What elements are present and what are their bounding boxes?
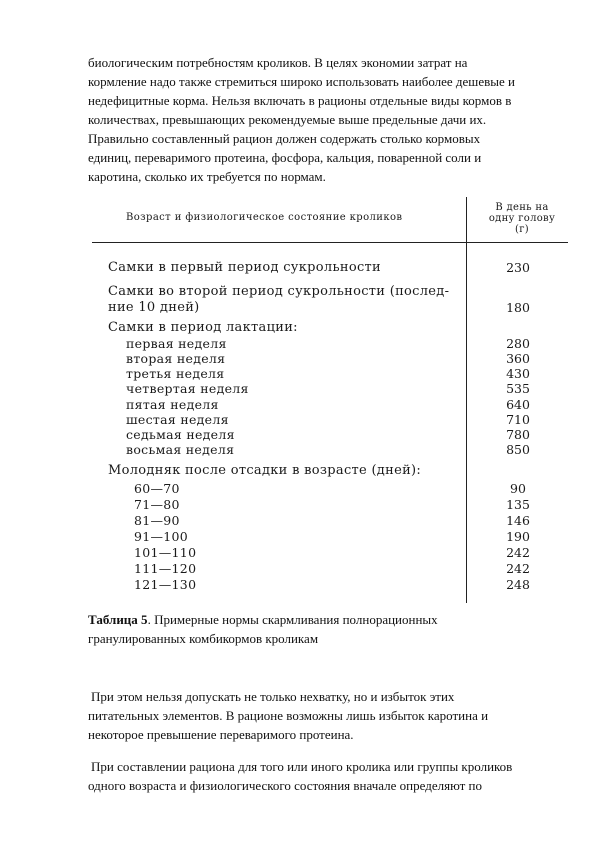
caption-label: Таблица 5: [88, 612, 148, 627]
row-label: 101—110: [134, 545, 197, 560]
row-label: четвертая неделя: [126, 381, 249, 396]
table-row: [88, 412, 568, 428]
row-value: 242: [506, 561, 530, 576]
row-value: 640: [506, 397, 530, 412]
feed-norms-table: [88, 193, 568, 603]
table-row: [88, 442, 568, 458]
row-value: 180: [506, 300, 530, 315]
table-row: [88, 427, 568, 443]
table-row: [88, 513, 568, 529]
row-value: 146: [506, 513, 530, 528]
table-header-line: (г): [515, 224, 529, 235]
row-value: 780: [506, 427, 530, 442]
row-value: 280: [506, 336, 530, 351]
row-value: 90: [510, 481, 526, 496]
table-row: [88, 300, 568, 316]
paragraph-line: некоторое превышение переваримого протеина.: [88, 727, 354, 742]
paragraph-line: При составлении рациона для того или иного кролика или группы кроликов: [91, 759, 513, 774]
row-label: 81—90: [134, 513, 180, 528]
paragraph-line: питательных элементов. В рационе возможны лишь избыток каротина и: [88, 708, 489, 723]
intro-paragraph: [88, 53, 568, 186]
row-label: 91—100: [134, 529, 189, 544]
table-row: [88, 320, 568, 336]
table-row: [88, 381, 568, 397]
row-value: 242: [506, 545, 530, 560]
row-label: 121—130: [134, 577, 197, 592]
row-label: Самки в первый период сукрольности: [108, 260, 381, 275]
row-label: восьмая неделя: [126, 442, 235, 457]
intro-line: недефицитные корма. Нельзя включать в рационы отдельные виды кормов в: [88, 93, 512, 108]
table-row: [88, 561, 568, 577]
row-value: 230: [506, 260, 530, 275]
table-row: [88, 351, 568, 367]
row-value: 190: [506, 529, 530, 544]
row-label: третья неделя: [126, 366, 225, 381]
table-header-line: одну голову: [488, 213, 556, 224]
row-label: шестая неделя: [126, 412, 229, 427]
row-label: Самки во второй период сукрольности (послед-: [108, 284, 450, 299]
row-value: 360: [506, 351, 530, 366]
table-row: [88, 366, 568, 382]
row-label: ние 10 дней): [108, 300, 200, 315]
body-paragraph: [88, 687, 568, 744]
table-header-per-day: [476, 202, 568, 235]
table-row: [88, 577, 568, 593]
row-label: вторая неделя: [126, 351, 226, 366]
table-row: [88, 397, 568, 413]
row-label: 111—120: [134, 561, 197, 576]
row-value: 535: [506, 381, 530, 396]
intro-line: количествах, превышающих рекомендуемые выше предельные дачи их.: [88, 112, 487, 127]
table-header-age: Возраст и физиологическое состояние кроликов: [126, 212, 403, 223]
table-row: [88, 260, 568, 276]
table-row: [88, 497, 568, 513]
table-row: [88, 545, 568, 561]
intro-line: единиц, переваримого протеина, фосфора, кальция, поваренной соли и: [88, 150, 482, 165]
row-label: пятая неделя: [126, 397, 219, 412]
caption-text: . Примерные нормы скармливания полнорационных: [147, 612, 438, 627]
paragraph-line: При этом нельзя допускать не только нехватку, но и избыток этих: [91, 689, 455, 704]
table-row: [88, 336, 568, 352]
caption-text: гранулированных комбикормов кроликам: [88, 631, 319, 646]
table-header-line: В день на: [495, 202, 549, 213]
row-label: седьмая неделя: [126, 427, 235, 442]
table-caption: [88, 610, 568, 648]
row-value: 248: [506, 577, 530, 592]
table-row: [88, 481, 568, 497]
table-row: [88, 529, 568, 545]
row-label: 60—70: [134, 481, 180, 496]
table-header-rule: [92, 242, 568, 243]
row-label: Молодняк после отсадки в возрасте (дней):: [108, 463, 422, 478]
table-row: [88, 463, 568, 479]
row-value: 430: [506, 366, 530, 381]
paragraph-line: одного возраста и физиологического состояния вначале определяют по: [88, 778, 482, 793]
row-value: 850: [506, 442, 530, 457]
row-label: Самки в период лактации:: [108, 320, 298, 335]
row-value: 710: [506, 412, 530, 427]
body-paragraph: [88, 757, 568, 795]
intro-line: кормление надо также стремиться широко использовать наиболее дешевые и: [88, 74, 515, 89]
intro-line: каротина, сколько их требуется по нормам.: [88, 169, 326, 184]
row-label: первая неделя: [126, 336, 227, 351]
row-label: 71—80: [134, 497, 180, 512]
intro-line: Правильно составленный рацион должен содержать столько кормовых: [88, 131, 481, 146]
intro-line: биологическим потребностям кроликов. В целях экономии затрат на: [88, 55, 468, 70]
row-value: 135: [506, 497, 530, 512]
table-row: [88, 284, 568, 300]
